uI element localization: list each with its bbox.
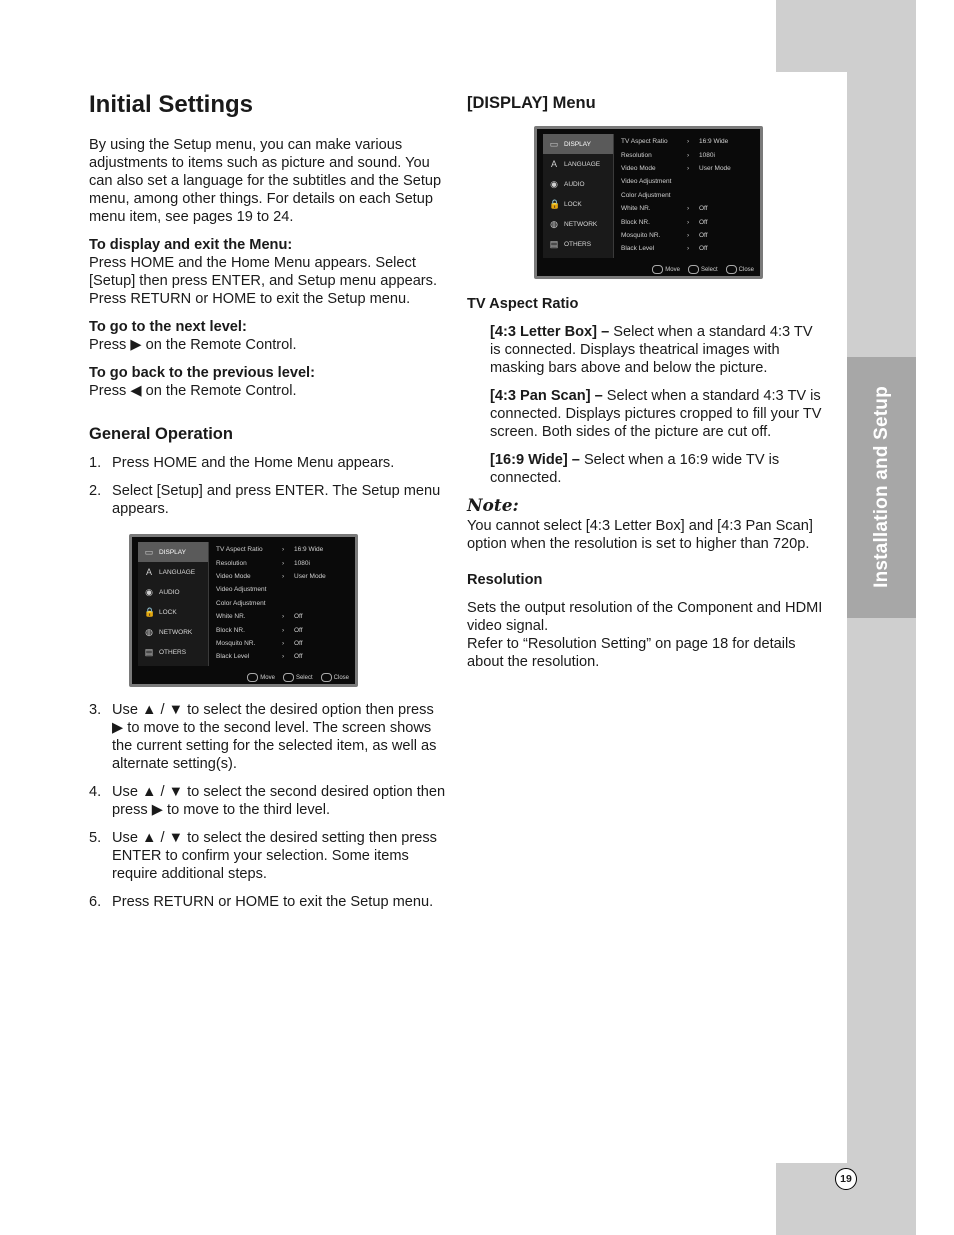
option-arrow: › [282,546,285,554]
page-number: 19 [835,1168,857,1190]
left-column [89,88,447,911]
setup-menu-screenshot [129,534,358,687]
menu-item-others [138,642,208,662]
option-name: White NR. [216,613,246,621]
option-arrow: › [282,613,285,621]
menu-item-language [138,562,208,582]
menu-item-network [543,214,613,234]
option-value: Off [699,245,708,253]
option-name: Black Level [621,245,655,253]
lock-icon: 🔒 [549,199,561,209]
aspect-option-desc: Select when a 16:9 wide TV is connected. [490,452,780,486]
option-arrow: › [687,164,690,172]
menu-item-label: AUDIO [159,588,180,596]
option-row [621,189,761,202]
option-name: Resolution [621,151,652,159]
note-text: You cannot select [4:3 Letter Box] and [4:3 Pan Scan] option when the resolution is set to higher than 720p. [467,518,813,552]
menu-item-label: OTHERS [159,648,187,656]
menu-item-network [138,622,208,642]
aspect-option-term: [4:3 Letter Box] – [490,324,610,340]
menu-item-lock [138,602,208,622]
step-item [89,783,447,819]
menu-item-label: LANGUAGE [159,568,196,576]
intro-paragraph: By using the Setup menu, you can make various adjustments to items such as picture and sound. You can also set a language for the subtitles and the Setup menu, among other things. For details on each Setup menu item, see pages 19 to 24. [89,137,442,225]
setup-menu-footer [247,673,349,682]
step-number: 4. [89,784,102,800]
option-arrow: › [282,653,285,661]
audio-icon: ◉ [145,587,153,597]
step-text: Use ▲ / ▼ to select the second desired option then press ▶ to move to the third level. [112,784,446,818]
close-button-icon [726,265,737,274]
option-arrow: › [687,151,690,159]
step-text: Press HOME and the Home Menu appears. [112,455,395,471]
next-level-text: Press ▶ on the Remote Control. [89,337,297,353]
network-icon: ◍ [550,219,558,229]
footer-close-label: Close [333,674,349,681]
option-row [621,202,761,215]
display-menu-heading: [DISPLAY] Menu [467,94,596,112]
side-decoration-top [776,0,916,72]
footer-move-label: Move [260,674,275,681]
general-operation-heading: General Operation [89,425,233,443]
option-row [216,597,356,610]
resolution-text-1: Sets the output resolution of the Component and HDMI video signal. [467,600,823,634]
step-text: Select [Setup] and press ENTER. The Setup menu appears. [112,483,441,517]
others-icon: ▤ [144,647,154,657]
step-item [89,454,447,472]
option-arrow: › [687,218,690,226]
option-value: 1080i [294,559,310,567]
setup-menu-options [216,543,356,664]
next-level-label: To go to the next level: [89,319,247,335]
prev-level-label: To go back to the previous level: [89,365,315,381]
option-row [216,637,356,650]
option-value: Off [699,218,708,226]
step-text: Press RETURN or HOME to exit the Setup menu. [112,894,434,910]
audio-icon: ◉ [550,179,558,189]
menu-item-label: LANGUAGE [564,160,601,168]
resolution-label: Resolution [467,572,543,588]
setup-menu-footer [652,265,754,274]
option-name: Mosquito NR. [621,231,661,239]
step-item [89,482,447,518]
menu-item-label: OTHERS [564,240,592,248]
aspect-option-desc: Select when a standard 4:3 TV is connected. Displays pictures cropped to fill your TV screen. Both sides of the picture are cut off. [490,388,822,440]
others-icon: ▤ [549,239,559,249]
right-column [467,92,827,671]
option-row [621,135,761,148]
option-value: 16:9 Wide [699,138,729,146]
menu-item-label: NETWORK [159,628,193,636]
move-button-icon [247,673,258,682]
steps-list-b [89,701,447,911]
option-value: Off [294,639,303,647]
footer-select [688,265,718,274]
option-value: Off [294,626,303,634]
step-item [89,829,447,883]
option-arrow: › [282,559,285,567]
menu-item-audio [138,582,208,602]
display-icon: ▭ [144,547,154,557]
option-value: 1080i [699,151,715,159]
footer-close [321,673,349,682]
move-button-icon [652,265,663,274]
display-exit-label: To display and exit the Menu: [89,237,293,253]
menu-item-lock [543,194,613,214]
option-row [621,215,761,228]
option-row [216,570,356,583]
menu-item-display [543,134,613,154]
select-button-icon [283,673,294,682]
step-number: 1. [89,455,102,471]
menu-item-others [543,234,613,254]
footer-close [726,265,754,274]
menu-item-display [138,542,208,562]
language-icon: A [550,159,557,169]
step-text: Use ▲ / ▼ to select the desired option then press ▶ to move to the second level. The screen shows the current setting for the selected item, as well as alternate setting(s). [112,702,437,772]
step-item [89,701,447,773]
option-value: User Mode [699,164,731,172]
step-item [89,893,447,911]
tv-aspect-options [467,323,827,487]
menu-item-audio [543,174,613,194]
option-value: 16:9 Wide [294,546,324,554]
footer-move [247,673,275,682]
option-row [216,556,356,569]
option-row [216,583,356,596]
footer-select-label: Select [295,674,313,681]
option-row [216,650,356,663]
option-name: Block NR. [621,218,650,226]
aspect-option-term: [16:9 Wide] – [490,452,580,468]
step-number: 2. [89,483,102,499]
tv-aspect-label: TV Aspect Ratio [467,296,579,312]
option-arrow: › [687,205,690,213]
option-value: Off [294,653,303,661]
option-name: Block NR. [216,626,245,634]
option-name: White NR. [621,205,651,213]
option-row [621,242,761,255]
footer-select [283,673,313,682]
menu-item-label: AUDIO [564,180,585,188]
menu-item-label: DISPLAY [564,140,591,148]
section-tab-label: Installation and Setup [871,386,892,588]
select-button-icon [688,265,699,274]
option-value: Off [699,205,708,213]
option-arrow: › [282,572,285,580]
aspect-option [490,451,827,487]
network-icon: ◍ [145,627,153,637]
step-number: 3. [89,702,102,718]
prev-level-text: Press ◀ on the Remote Control. [89,383,297,399]
menu-item-language [543,154,613,174]
option-name: Video Mode [216,572,251,580]
menu-item-label: NETWORK [564,220,598,228]
setup-menu-categories [138,542,209,666]
language-icon: A [145,567,152,577]
aspect-option [490,323,827,377]
aspect-option-desc: Select when a standard 4:3 TV is connected. Displays theatrical images with masking bars above and below the picture. [490,324,813,376]
option-arrow: › [687,138,690,146]
option-row [621,148,761,161]
display-exit-text-1: Press HOME and the Home Menu appears. Select [Setup] then press ENTER, and Setup menu appears. [89,255,438,289]
option-value: User Mode [294,572,326,580]
setup-menu-categories [543,134,614,258]
close-button-icon [321,673,332,682]
option-name: TV Aspect Ratio [216,546,263,554]
footer-move-label: Move [665,266,680,273]
option-row [621,162,761,175]
aspect-option-term: [4:3 Pan Scan] – [490,388,603,404]
option-name: Video Adjustment [216,586,267,594]
step-number: 5. [89,830,102,846]
option-name: Video Mode [621,164,656,172]
footer-select-label: Select [700,266,718,273]
setup-menu-options [621,135,761,256]
option-arrow: › [282,626,285,634]
aspect-option [490,387,827,441]
option-name: Color Adjustment [621,191,671,199]
option-name: Video Adjustment [621,178,672,186]
option-value: Off [699,231,708,239]
option-name: Black Level [216,653,250,661]
note-heading: Note: [467,496,519,516]
option-row [621,175,761,188]
menu-item-label: LOCK [159,608,177,616]
step-text: Use ▲ / ▼ to select the desired setting then press ENTER to confirm your selection. Some items require additional steps. [112,830,437,882]
option-row [216,610,356,623]
option-name: Color Adjustment [216,599,266,607]
display-menu-screenshot [534,126,763,279]
option-arrow: › [687,245,690,253]
option-row [216,623,356,636]
footer-close-label: Close [738,266,754,273]
display-icon: ▭ [549,139,559,149]
option-name: TV Aspect Ratio [621,138,668,146]
option-arrow: › [282,639,285,647]
option-arrow: › [687,231,690,239]
menu-item-label: DISPLAY [159,548,186,556]
option-row [621,229,761,242]
lock-icon: 🔒 [144,607,156,617]
footer-move [652,265,680,274]
display-exit-text-2: Press RETURN or HOME to exit the Setup menu. [89,291,411,307]
option-name: Resolution [216,559,247,567]
page-title: Initial Settings [89,91,254,118]
resolution-text-2: Refer to “Resolution Setting” on page 18 for details about the resolution. [467,636,796,670]
option-name: Mosquito NR. [216,639,256,647]
option-row [216,543,356,556]
option-value: Off [294,613,303,621]
menu-item-label: LOCK [564,200,582,208]
steps-list-a [89,454,447,518]
step-number: 6. [89,894,102,910]
